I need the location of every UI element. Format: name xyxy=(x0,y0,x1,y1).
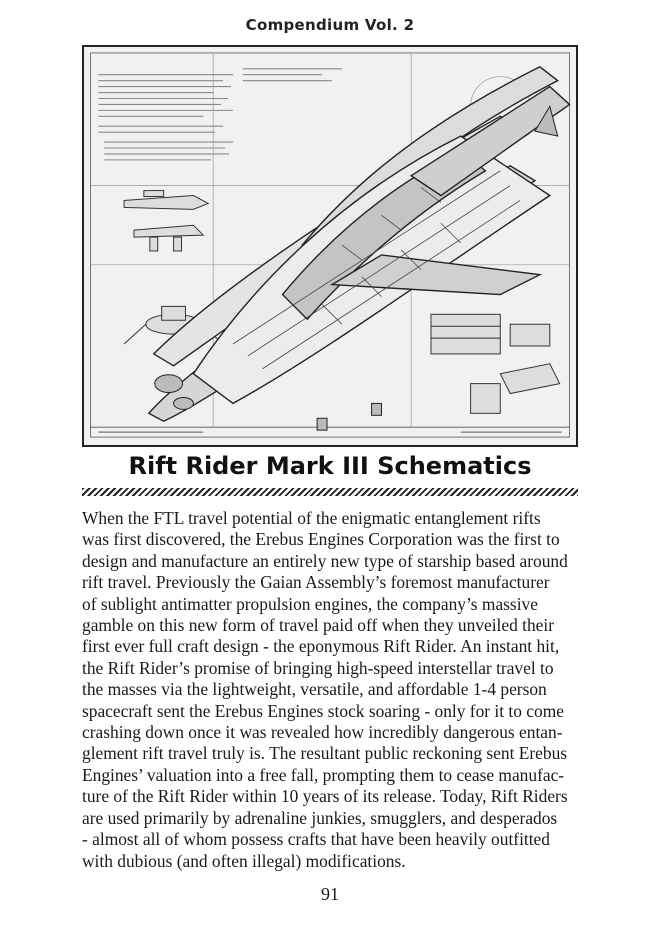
running-header: Compendium Vol. 2 xyxy=(245,16,415,34)
body-paragraph xyxy=(82,508,582,872)
body-line: first ever full craft design - the eponymous Rift Rider. An instant hit, xyxy=(82,636,560,657)
body-line: the Rift Rider’s promise of bringing high-speed interstellar travel to xyxy=(82,657,554,678)
body-line: rift travel. Previously the Gaian Assembly’s foremost manufacturer xyxy=(82,572,550,593)
body-line: design and manufacture an entirely new type of starship based around xyxy=(82,550,568,571)
body-line: gamble on this new form of travel paid off when they unveiled their xyxy=(82,615,554,636)
body-line: spacecraft sent the Erebus Engines stock soaring - only for it to come xyxy=(82,700,564,721)
schematic-illustration xyxy=(82,45,578,447)
section-title: Rift Rider Mark III Schematics xyxy=(128,452,532,480)
page-number: 91 xyxy=(321,884,339,904)
body-line: crashing down once it was revealed how incredibly dangerous entan- xyxy=(82,722,563,743)
body-line: of sublight antimatter propulsion engines, the company’s massive xyxy=(82,593,538,614)
decorative-hatched-divider xyxy=(82,488,578,496)
body-line: glement rift travel truly is. The resultant public reckoning sent Erebus xyxy=(82,743,568,764)
body-line: with dubious (and often illegal) modifications. xyxy=(82,850,406,871)
body-line: the masses via the lightweight, versatile, and affordable 1-4 person xyxy=(82,679,547,700)
body-line: Engines’ valuation into a free fall, prompting them to cease manufac- xyxy=(82,764,565,785)
body-line: ture of the Rift Rider within 10 years of its release. Today, Rift Riders xyxy=(82,786,568,807)
body-line: are used primarily by adrenaline junkies, smugglers, and desperados xyxy=(82,807,558,828)
body-line: was first discovered, the Erebus Engines Corporation was the first to xyxy=(82,529,560,550)
body-line: - almost all of whom possess crafts that have been heavily outfitted xyxy=(82,829,550,850)
body-line: When the FTL travel potential of the enigmatic entanglement rifts xyxy=(82,508,541,528)
spaceship-blueprint-drawing xyxy=(84,47,576,445)
